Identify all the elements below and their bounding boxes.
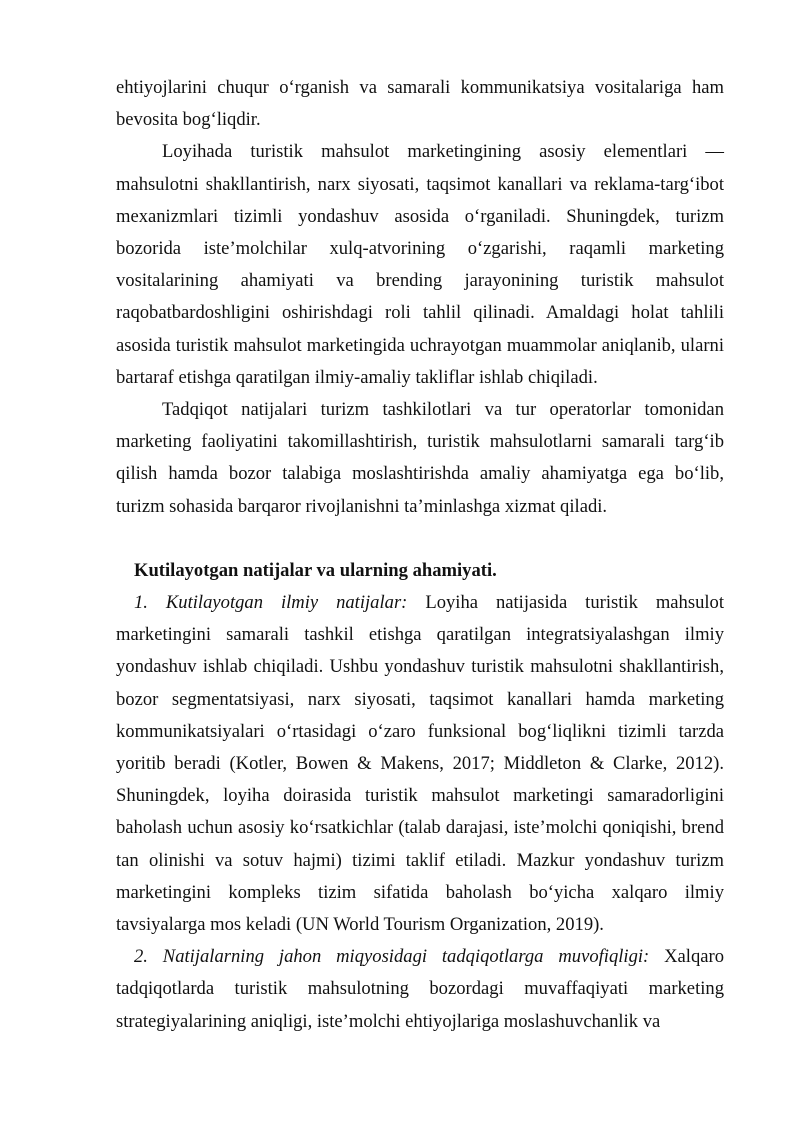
item-1-lead: 1. Kutilayotgan ilmiy natijalar:: [134, 592, 408, 614]
item-2-text: Xalqaro tadqiqotlarda turistik mahsulotning bozordagi muvaffaqiyati marketing strategiyalarining aniqligi, iste’molchi ehtiyojlariga moslashuvchanlik va: [116, 946, 724, 1032]
page-body: [116, 72, 724, 1038]
paragraph-continuation: ehtiyojlarini chuqur o‘rganish va samarali kommunikatsiya vositalariga ham bevosita bog‘liqdir.: [116, 77, 724, 131]
item-1-text: Loyiha natijasida turistik mahsulot marketingini samarali tashkil etishga qaratilgan integratsiyalashgan ilmiy yondashuv ishlab chiqiladi. Ushbu yondashuv turistik mahsulotni shakllantirish, bozor segmentatsiyasi, narx siyosati, taqsimot kanallari hamda marketing kommunikatsiyalari o‘rtasidagi o‘zaro funksional bog‘liqlikni tizimli tarzda yoritib beradi (Kotler, Bowen & Makens, 2017; Middleton & Clarke, 2012). Shuningdek, loyiha doirasida turistik mahsulot marketingi samaradorligini baholash uchun asosiy ko‘rsatkichlar (talab darajasi, iste’molchi qoniqishi, brend tan olinishi va sotuv hajmi) tizimi taklif etiladi. Mazkur yondashuv turizm marketingini kompleks tizim sifatida baholash bo‘yicha xalqaro ilmiy tavsiyalarga mos keladi (UN World Tourism Organization, 2019).: [116, 592, 724, 936]
item-2-lead: 2. Natijalarning jahon miqyosidagi tadqiqotlarga muvofiqligi:: [134, 946, 650, 968]
paragraph-research-results: Tadqiqot natijalari turizm tashkilotlari va tur operatorlar tomonidan marketing faoliyatini takomillashtirish, turistik mahsulotlarni samarali targ‘ib qilish hamda bozor talabiga moslashtirishda amaliy ahamiyatga ega bo‘lib, turizm sohasida barqaror rivojlanishni ta’minlashga xizmat qiladi.: [116, 399, 724, 517]
numbered-item-1: [116, 587, 724, 941]
section-heading: Kutilayotgan natijalar va ularning ahamiyati.: [134, 559, 497, 581]
paragraph-project-scope: Loyihada turistik mahsulot marketingining asosiy elementlari — mahsulotni shakllantirish, narx siyosati, taqsimot kanallari va reklama-targ‘ibot mexanizmlari tizimli yondashuv asosida o‘rganiladi. Shuningdek, turizm bozorida iste’molchilar xulq-atvorining o‘zgarishi, raqamli marketing vositalarining ahamiyati va brending jarayonining turistik mahsulot raqobatbardoshligini oshirishdagi roli tahlil qilinadi. Amaldagi holat tahlili asosida turistik mahsulot marketingida uchrayotgan muammolar aniqlanib, ularni bartaraf etishga qaratilgan ilmiy-amaliy takliflar ishlab chiqiladi.: [116, 141, 724, 388]
numbered-item-2: [116, 941, 724, 1038]
